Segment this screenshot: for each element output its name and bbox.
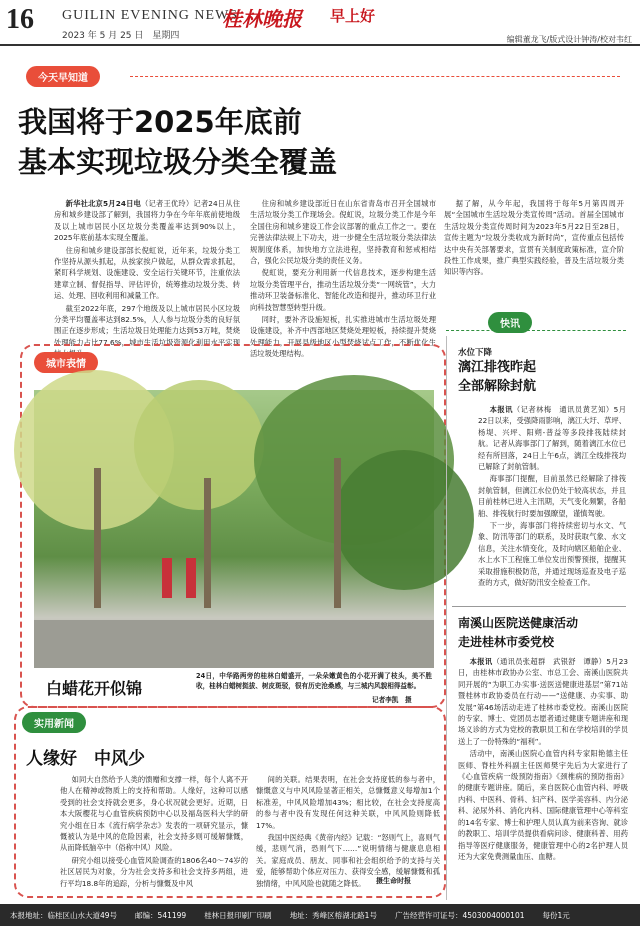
flash-divider xyxy=(446,330,626,331)
article-paragraph: 下一步，海事部门将持续密切与水文、气象、防汛等部门的联系，及时获取气象、水文信息，关注水情变化，及时向辖区船舶企业、水上水下工程施工单位发出预警预报，提醒其采取措施积极防范，并通过现场巡查及电子巡查的方式，做好防汛安全检查工作。 xyxy=(478,521,626,588)
city-scene-title: 白蜡花开似锦 xyxy=(46,679,143,698)
main-article-col-1 xyxy=(54,198,241,347)
article-paragraph: 截至2022年底，297个地级及以上城市居民小区垃圾分类平均覆盖率达到82.5%，人人参与垃圾分类的良好氛围正在逐步形成；生活垃圾日处理能力达到53万吨，焚烧处理能力占比77.6%，城市生活垃圾资源化利用水平实现 xyxy=(54,303,240,347)
blossom-photo xyxy=(34,390,434,668)
flash-title: 漓江排筏昨起 全部解除封航 xyxy=(458,360,537,394)
paper-logo: 桂林晚报 xyxy=(222,7,302,31)
article-paragraph: 研究小组以接受心血管风险调查的1806名40～74岁的社区居民为对象，分为社会支持多和社会支持多两组，进行平均18.8年的追踪，分析与慷慨及中风 xyxy=(60,855,248,888)
article-paragraph: 间的关联。结果表明，在社会支持度低的参与者中，慷慨意义与中风风险显著正相关，总慷慨意义每增加1个标准差，中风风险增加43%；相比较，在社会支持度高的参与者中没有发现任何这种关联，中风风险则降低17%。 xyxy=(256,775,440,830)
article-paragraph: 如同大自然给予人类的馈赠和支撑一样，每个人离不开他人在精神或物质上的支持和帮助。人缘好，这种可以感受到的社会支持就会更多，身心状况就会更好。近期，日本大阪樱花与心血管疾病预防中心以及福岛医科大学的研究小组在日本《流行病学杂志》发表的一项研究显示，慷慨被认为是中风的危险因素，社会支持多则可缓解慷慨，从而降低脑卒中（俗称中风）风险。 xyxy=(60,775,248,853)
article-paragraph: 住房和城乡建设部部长倪虹说，近年来，垃圾分类工作坚持从源头抓起，从挨家挨户做起，从群众需求抓起，紧盯科学规划、设施建设、安全运行关键环节，注重依法建章立制、督促指导、评估评价，统筹推动垃圾分类、转运、处理、回收利用和减量工作。 xyxy=(54,245,240,301)
section-tag-today: 今天早知道 xyxy=(26,66,100,87)
headline-line-1: 我国将于2025年底前 xyxy=(18,105,302,139)
photo-caption: 24日，中华路两旁的桂林白蜡盛开，一朵朵嫩黄色的小花开满了枝头，美不胜收，桂林白蜡树挺拔、树皮斑驳，很有历史沧桑感，与三城内风貌相得益彰。 xyxy=(196,672,432,690)
article-paragraph: 住房和城乡建设部近日在山东省青岛市召开全国城市生活垃圾分类工作现场会。倪虹说，垃圾分类工作是今年全国住房和城乡建设工作会议部署的重点工作之一。要在完善法律法规上下功夫，进一步健全生活垃圾分类法律法规制度体系，加快地方立法进程，坚持教育和惩戒相结合，强化公民垃圾分类的责任义务。 xyxy=(250,199,436,266)
footer-license: 广告经营许可证号：4503004000101 xyxy=(394,910,525,920)
section-tag-practical: 实用新闻 xyxy=(22,712,86,733)
article-paragraph: 活动中，南溪山医院心血管内科专家阳艳德主任医师、脊柱外科副主任医师樊宇先后为大家进行了《心血管疾病一级预防指南》《颈椎病的预防指南》的健康专题讲座。随后，来自医院心血管内科、呼吸内科、中医科、骨科、妇产科、医学美容科、内分泌科、泌尿外科、消化内科、国际健康管理中心等科室的14名专家、博士和护理人员认真为前来咨询、就诊的教职工、培训学员提供看病问诊、健康科普、用药指导等医疗健康服务，健康管理中心的2名护理人员还为大家免费测量血压、血糖。 xyxy=(458,749,628,861)
editors-credit: 编辑董龙飞/版式设计钟涛/校对韦红 xyxy=(506,35,632,44)
tag-divider xyxy=(130,76,620,77)
flash-body xyxy=(478,404,626,604)
photo-credit: 记者李凯 摄 xyxy=(372,696,412,704)
health-news-credit: 摄生命时报 xyxy=(376,877,411,885)
footer-bar xyxy=(0,904,640,926)
health-news-col-1 xyxy=(60,774,248,894)
main-article-col-3 xyxy=(444,198,624,308)
article-paragraph: 同时，要补齐设施短板，扎实推进城市生活垃圾处理设施建设，补齐中西部地区焚烧处理短板，持续提升焚烧处理能力，开展县级地区小型焚烧试点工作，不断优化生活垃圾处理结构。 xyxy=(250,315,436,359)
article-paragraph: 本报讯（记者林梅 通讯员黄艺知）5月22日以来，受强降雨影响，漓江大圩、草坪、杨堤、兴坪、阳朔-普益等多段排筏陆续封航。记者从海事部门了解到，随着漓江水位已经有所回落，24日上午6点，漓江全线排筏均已解除了封航管制。 xyxy=(478,405,627,472)
masthead xyxy=(0,0,640,46)
health-divider xyxy=(452,606,626,607)
footer-printer: 桂林日报印刷厂印刷 xyxy=(204,910,272,920)
health-body xyxy=(458,656,628,900)
article-paragraph: 新华社北京5月24日电（记者王优玲）记者24日从住房和城乡建设部了解到，我国将力争在今年年底前使地级及以上城市居民小区垃圾分类覆盖率达到90%以上，2025年底前基本实现全覆盖。 xyxy=(54,199,241,243)
footer-address: 本报地址：临桂区山水大道49号 xyxy=(10,910,118,920)
footer-zip: 邮编：541199 xyxy=(135,910,187,920)
flash-kicker: 水位下降 xyxy=(458,348,493,358)
article-paragraph: 倪虹说，要充分利用新一代信息技术，逐步构建生活垃圾分类管理平台，推动生活垃圾分类“一网统管”，大力推动环卫装备标准化、智能化改造和提升，推动环卫行业向科技智慧型转型升级。 xyxy=(250,268,436,312)
main-article-col-2 xyxy=(250,198,436,359)
main-headline xyxy=(18,102,337,182)
article-paragraph: 海事部门提醒，目前虽然已经解除了排筏封航管制，但漓江水位仍处于较高状态，并且目前桂林已进入主汛期，天气变化频繁，各船舶、排筏航行时要加强瞭望，谨慎驾驶。 xyxy=(478,474,626,518)
issue-date: 2023 年 5 月 25 日 星期四 xyxy=(62,31,180,41)
article-paragraph: 据了解，从今年起，我国将于每年5月第四周开展“全国城市生活垃圾分类宣传周”活动。首届全国城市生活垃圾分类宣传周时间为2023年5月22日至28日，宣传主题为“垃圾分类收成为新时尚”，宣传重点包括传达中央有关部署要求，宣贯有关制度政策标准，宣介阶段性工作成果，推广典型实践经验，普及生活垃圾分类知识等内容。 xyxy=(444,199,624,277)
footer-price: 每份1元 xyxy=(542,910,570,920)
paper-name-en: GUILIN EVENING NEWS xyxy=(62,8,239,23)
health-title: 南溪山医院送健康活动 走进桂林市委党校 xyxy=(458,616,579,649)
page-number: 16 xyxy=(6,4,34,35)
section-tag-city: 城市表情 xyxy=(34,352,98,373)
health-news-title: 人缘好 中风少 xyxy=(26,749,145,769)
edition-name: 早上好 xyxy=(330,7,376,25)
section-tag-flash: 快讯 xyxy=(488,312,532,333)
headline-line-2: 基本实现垃圾分类全覆盖 xyxy=(18,145,338,179)
footer-printer-address: 地址：秀峰区榕湖北路1号 xyxy=(289,910,377,920)
column-rule xyxy=(446,336,447,900)
article-paragraph: 本报讯（通讯员张超群 武银舒 谭静）5月23日，由桂林市政协办公室、市总工会、南溪山医院共同开展的“为职工办实事·送医送健康进基层”第71站暨桂林市政协委员在行动——“送健康、办实事、助发展”第46场活动走进了桂林市委党校。南溪山医院的专家、博士、党团员志愿者通过健康专题讲座和现场义诊的方式为党校的教职员工和在学校培训的学员送上了一份特殊的“福利”。 xyxy=(458,657,629,746)
article-paragraph: 我国中医经典《黄帝内经》记载：“怒则气上，喜则气缓，悲则气消，恐则气下……”说明情绪与健康息息相关。家庭成员、朋友、同事和社会组织给予的支持与关爱，能够帮助个体应对压力、获得安全感，缓解慷慨和孤独情绪，中风风险也就随之降低。 xyxy=(256,833,440,888)
